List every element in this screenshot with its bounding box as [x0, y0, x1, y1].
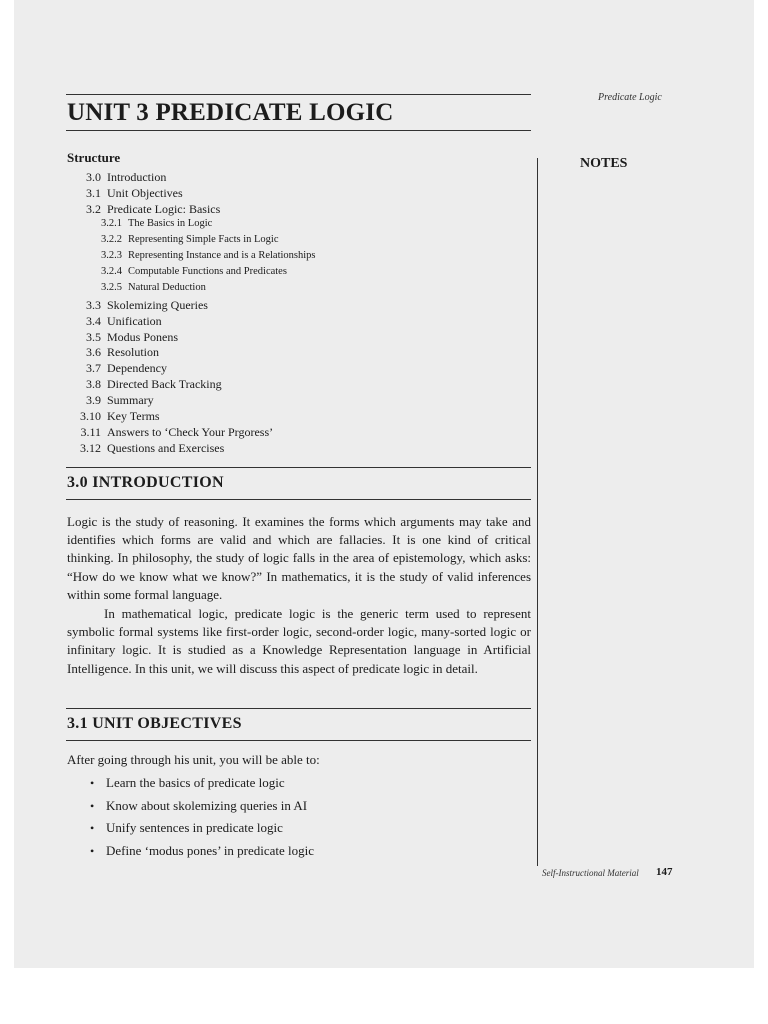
page-number: 147: [656, 866, 673, 878]
structure-item: [67, 170, 166, 185]
structure-item-number: 3.3: [86, 297, 101, 312]
introduction-paragraph-1: Logic is the study of reasoning. It examines the forms which arguments may take and identifies which forms are valid and which are fallacies. It is one kind of critical thinking. In philosophy, the study of logic falls in the area of epistemology, which asks: “How do we know what we know?” In mathematics, it is the study of valid inferences within some formal language.: [67, 514, 531, 602]
structure-item-number: 3.2: [86, 201, 101, 216]
structure-item-number: 3.6: [86, 345, 101, 360]
structure-item-label: Representing Instance and is a Relationships: [128, 249, 316, 261]
bullet-icon: •: [90, 798, 95, 813]
list-item: [90, 843, 314, 866]
objective-text: Learn the basics of predicate logic: [106, 775, 285, 790]
structure-item: [67, 202, 220, 217]
structure-item-number: 3.12: [80, 441, 101, 456]
structure-item: [67, 330, 178, 345]
structure-item: [67, 298, 208, 313]
structure-item-number: 3.0: [86, 170, 101, 184]
structure-item-number: 3.10: [80, 409, 101, 424]
structure-item-number: 3.4: [86, 313, 101, 328]
structure-item: [67, 361, 167, 376]
structure-item-label: Resolution: [107, 345, 160, 360]
list-item: [90, 820, 314, 843]
structure-item-number: 3.11: [80, 425, 101, 440]
structure-item-number: 3.8: [86, 377, 101, 392]
structure-heading: Structure: [67, 150, 121, 165]
structure-item-label: Unification: [107, 313, 162, 328]
structure-item-number: 3.2.4: [101, 265, 122, 277]
structure-item: [67, 345, 159, 360]
structure-item-number: 3.5: [86, 329, 101, 344]
objective-text: Know about skolemizing queries in AI: [106, 797, 308, 813]
objective-text: Unify sentences in predicate logic: [106, 820, 283, 835]
structure-item-number: 3.2.2: [101, 233, 122, 245]
structure-item-label: Key Terms: [107, 409, 160, 424]
title-bottom-rule: [66, 130, 531, 131]
objectives-heading: 3.1 UNIT OBJECTIVES: [67, 715, 242, 732]
intro-top-rule: [66, 467, 531, 468]
structure-item-number: 3.7: [86, 361, 101, 376]
structure-item-label: Directed Back Tracking: [107, 377, 222, 392]
structure-item-label: Representing Simple Facts in Logic: [128, 233, 279, 245]
structure-item: [94, 282, 206, 293]
objectives-lead: After going through his unit, you will be able to:: [67, 752, 320, 767]
list-item: [90, 798, 314, 821]
list-item: [90, 775, 314, 798]
structure-item-label: The Basics in Logic: [128, 217, 213, 229]
structure-item-label: Answers to ‘Check Your Prgoress’: [107, 425, 274, 440]
structure-item-label: Modus Ponens: [107, 329, 179, 344]
objectives-top-rule: [66, 708, 531, 709]
structure-item: [67, 441, 224, 456]
structure-item: [67, 377, 222, 392]
structure-item: [67, 409, 160, 424]
footer-label: Self-Instructional Material: [542, 868, 639, 878]
structure-item-label: Introduction: [107, 170, 167, 184]
objectives-bottom-rule: [66, 740, 531, 741]
intro-bottom-rule: [66, 499, 531, 500]
bullet-icon: •: [90, 821, 95, 835]
objective-text: Define ‘modus pones’ in predicate logic: [106, 842, 315, 858]
structure-item-label: Computable Functions and Predicates: [128, 265, 287, 277]
structure-item-label: Unit Objectives: [107, 185, 183, 200]
margin-divider: [537, 158, 538, 866]
structure-item-label: Skolemizing Queries: [107, 297, 208, 312]
structure-item-label: Questions and Exercises: [107, 441, 225, 456]
structure-item: [94, 250, 316, 261]
structure-item-number: 3.2.3: [101, 249, 122, 261]
structure-item: [94, 234, 278, 245]
structure-item-number: 3.2.5: [101, 281, 122, 293]
notes-heading: NOTES: [580, 156, 628, 171]
structure-item: [67, 314, 162, 329]
structure-item-label: Predicate Logic: Basics: [107, 201, 221, 216]
running-head: Predicate Logic: [598, 92, 662, 103]
bullet-icon: •: [90, 843, 95, 858]
structure-item: [67, 393, 154, 408]
structure-item-label: Natural Deduction: [128, 281, 206, 293]
structure-item-number: 3.1: [86, 185, 101, 200]
objectives-list: [90, 775, 314, 865]
structure-item: [67, 186, 183, 201]
unit-title: UNIT 3 PREDICATE LOGIC: [67, 99, 394, 126]
structure-item: [94, 266, 287, 277]
structure-item: [94, 218, 212, 229]
structure-item-number: 3.2.1: [101, 217, 122, 229]
introduction-paragraph-2: In mathematical logic, predicate logic is the generic term used to represent symbolic formal systems like first-order logic, second-order logic, many-sorted logic or infinitary logic. It is studied as a Knowledge Representation language in Artificial Intelligence. In this unit, we will discuss this aspect of predicate logic in detail.: [67, 606, 531, 676]
structure-item-label: Summary: [107, 393, 154, 408]
structure-item-label: Dependency: [107, 361, 167, 376]
structure-item-number: 3.9: [86, 393, 101, 408]
introduction-heading: 3.0 INTRODUCTION: [67, 474, 224, 491]
structure-item: [67, 425, 273, 440]
bullet-icon: •: [90, 776, 95, 790]
title-top-rule: [66, 94, 531, 95]
